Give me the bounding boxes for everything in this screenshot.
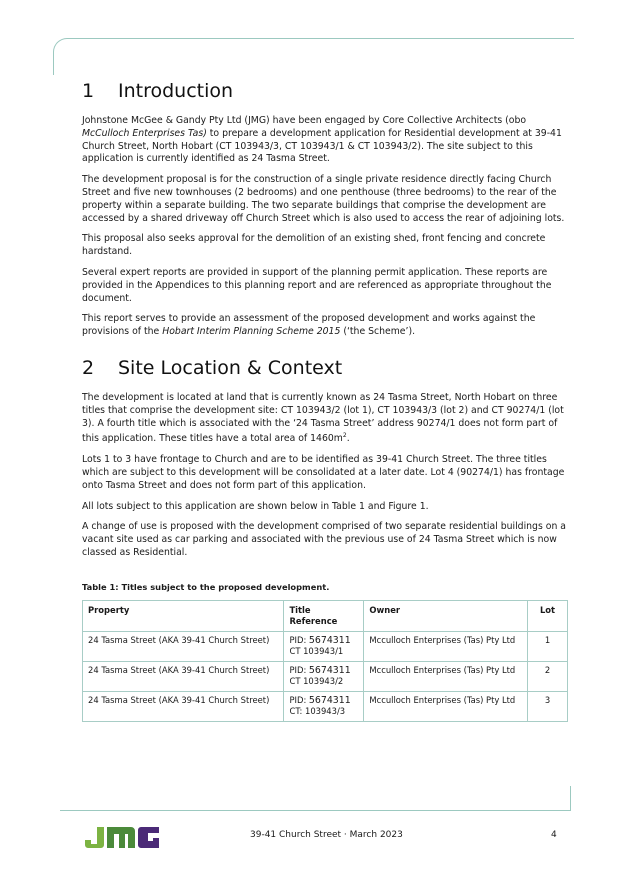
section-heading-site-location bbox=[82, 357, 572, 379]
table-header-row bbox=[83, 600, 568, 631]
titles-table bbox=[82, 600, 568, 722]
table-row bbox=[83, 661, 568, 691]
cell-title-reference: PID: 5674311 CT 103943/1 bbox=[284, 631, 364, 661]
section-title: Introduction bbox=[118, 80, 234, 102]
cell-title-reference: PID: 5674311 CT 103943/2 bbox=[284, 661, 364, 691]
section-title: Site Location & Context bbox=[118, 356, 343, 379]
column-header-owner: Owner bbox=[364, 600, 528, 631]
cell-lot: 3 bbox=[528, 691, 568, 721]
cell-owner: Mcculloch Enterprises (Tas) Pty Ltd bbox=[364, 691, 528, 721]
cell-property: 24 Tasma Street (AKA 39-41 Church Street) bbox=[83, 631, 284, 661]
footer-document-title: 39-41 Church Street · March 2023 bbox=[250, 830, 403, 840]
page-frame-top bbox=[53, 38, 574, 75]
paragraph: A change of use is proposed with the development comprised of two separate residential buildings on a vacant site used as car parking and associated with the previous use of 24 Tasma Street which is now classed as Residential. bbox=[82, 521, 566, 559]
column-header-property: Property bbox=[83, 600, 284, 631]
cell-property: 24 Tasma Street (AKA 39-41 Church Street) bbox=[83, 661, 284, 691]
cell-lot: 2 bbox=[528, 661, 568, 691]
section-heading-introduction bbox=[82, 80, 572, 102]
section-number: 2 bbox=[82, 356, 95, 379]
jmg-logo bbox=[83, 824, 161, 850]
page-footer bbox=[0, 820, 622, 850]
page-frame-bottom bbox=[60, 786, 571, 811]
paragraph: Johnstone McGee & Gandy Pty Ltd (JMG) have been engaged by Core Collective Architects (obo McCulloch Enterprises Tas) to prepare a development application for Residential development at 39-41 Church Street, North Hobart (CT 103943/3, CT 103943/1 & CT 103943/2). The site subject to this application is currently identified as 24 Tasma Street. bbox=[82, 115, 562, 165]
paragraph: The development is located at land that is currently known as 24 Tasma Street, North Hobart on three titles that comprise the development site: CT 103943/2 (lot 1), CT 103943/3 (lot 2) and CT 90274/1 (lot 3). A fourth title which is associated with the ‘24 Tasma Street’ address 90274/1 does not form part of this application. These titles have a total area of $1460m^2$. bbox=[82, 391, 564, 445]
table-row bbox=[83, 631, 568, 661]
paragraph: Several expert reports are provided in support of the planning permit application. These reports are provided in the Appendices to this planning report and are referenced as appropriate throughout the document. bbox=[82, 266, 552, 304]
paragraph: The development proposal is for the construction of a single private residence directly facing Church Street and five new townhouses (2 bedrooms) and one penthouse (three bedrooms) to the rear of the property within a separate building. The two separate buildings that comprise the development are accessed by a shared driveway off Church Street which is also used to access the rear of adjoining lots. bbox=[82, 174, 565, 224]
section-number: 1 bbox=[82, 80, 95, 102]
page-number: 4 bbox=[551, 830, 557, 840]
column-header-title-reference: Title Reference bbox=[284, 600, 364, 631]
cell-property: 24 Tasma Street (AKA 39-41 Church Street) bbox=[83, 691, 284, 721]
paragraph: This proposal also seeks approval for the demolition of an existing shed, front fencing and concrete hardstand. bbox=[82, 233, 546, 258]
cell-owner: Mcculloch Enterprises (Tas) Pty Ltd bbox=[364, 661, 528, 691]
paragraph: This report serves to provide an assessment of the proposed development and works against the provisions of the Hobart Interim Planning Scheme 2015 (‘the Scheme’). bbox=[82, 313, 536, 338]
cell-title-reference: PID: 5674311 CT: 103943/3 bbox=[284, 691, 364, 721]
cell-lot: 1 bbox=[528, 631, 568, 661]
column-header-lot: Lot bbox=[528, 600, 568, 631]
table-row bbox=[83, 691, 568, 721]
cell-owner: Mcculloch Enterprises (Tas) Pty Ltd bbox=[364, 631, 528, 661]
table-caption: Table 1: Titles subject to the proposed development. bbox=[82, 581, 330, 592]
document-body bbox=[82, 80, 572, 722]
paragraph: Lots 1 to 3 have frontage to Church and are to be identified as 39-41 Church Street. The three titles which are subject to this development will be consolidated at a later date. Lot 4 (90274/1) has frontage onto Tasma Street and does not form part of this application. bbox=[82, 454, 565, 491]
paragraph: All lots subject to this application are shown below in Table 1 and Figure 1. bbox=[82, 500, 429, 512]
